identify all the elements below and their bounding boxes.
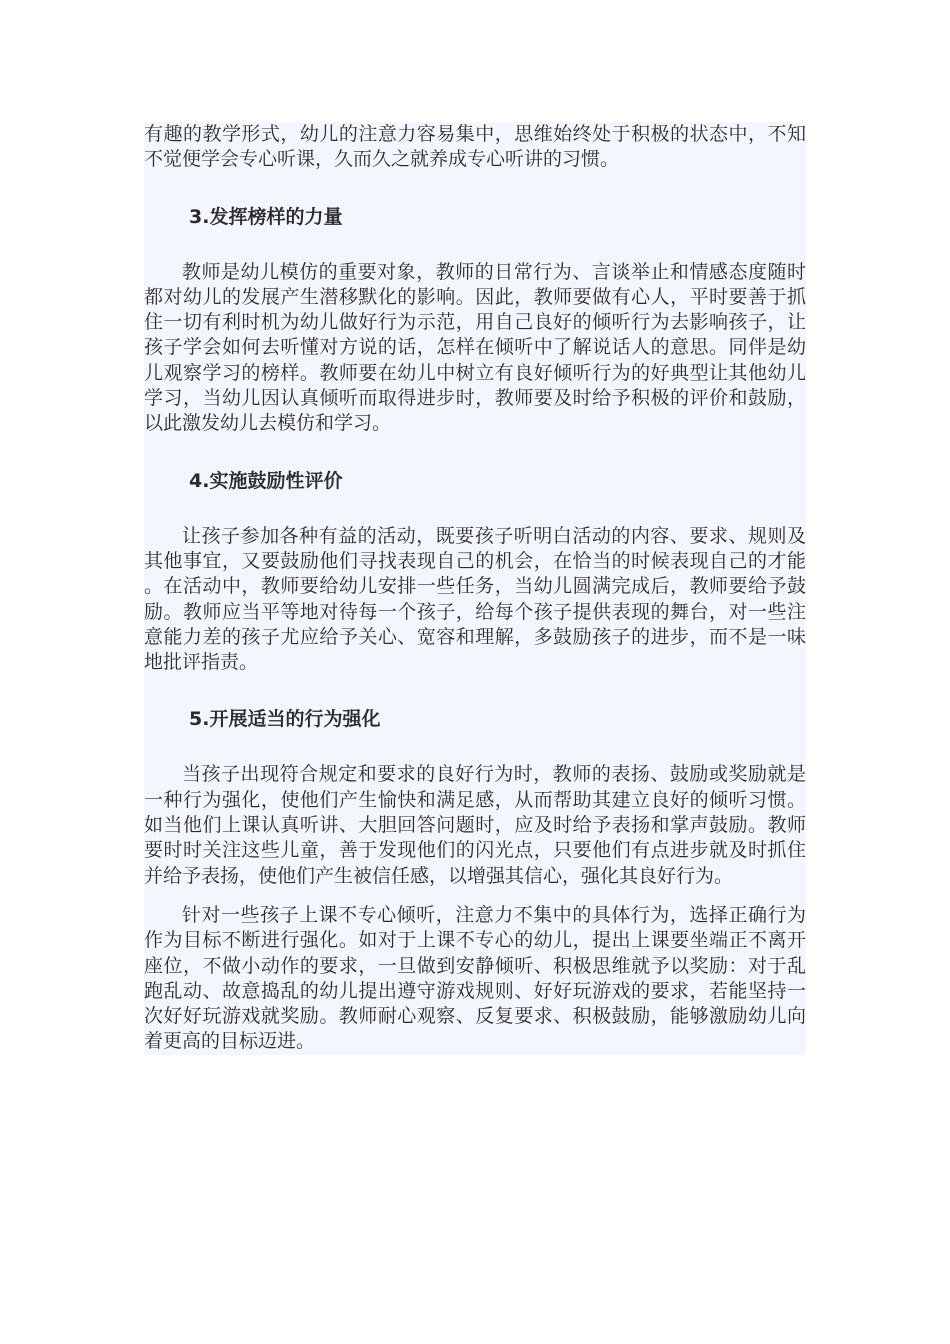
section-heading-5: 5.开展适当的行为强化 [189,708,381,731]
section-5-paragraph-1: 当孩子出现符合规定和要求的良好行为时，教师的表扬、鼓励或奖励就是一种行为强化，使他们产生愉快和满足感，从而帮助其建立良好的倾听习惯。如当他们上课认真听讲、大胆回答问题时，应及时给予表扬和掌声鼓励。教师要时时关注这些儿童，善于发现他们的闪光点，只要他们有点进步就及时抓住并给予表扬，使他们产生被信任感，以增强其信心，强化其良好行为。 [144,763,806,887]
section-3-paragraph: 教师是幼儿模仿的重要对象，教师的日常行为、言谈举止和情感态度随时都对幼儿的发展产生潜移默化的影响。因此，教师要做有心人，平时要善于抓住一切有利时机为幼儿做好行为示范，用自己良好的倾听行为去影响孩子，让孩子学会如何去听懂对方说的话，怎样在倾听中了解说话人的意思。同伴是幼儿观察学习的榜样。教师要在幼儿中树立有良好倾听行为的好典型让其他幼儿学习，当幼儿因认真倾听而取得进步时，教师要及时给予积极的评价和鼓励，以此激发幼儿去模仿和学习。 [144,260,806,435]
section-4-paragraph: 让孩子参加各种有益的活动，既要孩子听明白活动的内容、要求、规则及其他事宜，又要鼓励他们寻找表现自己的机会，在恰当的时候表现自己的才能。在活动中，教师要给幼儿安排一些任务，当幼儿圆满完成后，教师要给予鼓励。教师应当平等地对待每一个孩子，给每个孩子提供表现的舞台，对一些注意能力差的孩子尤应给予关心、宽容和理解，多鼓励孩子的进步，而不是一味地批评指责。 [144,524,806,674]
intro-paragraph: 有趣的教学形式，幼儿的注意力容易集中，思维始终处于积极的状态中，不知不觉便学会专心听课，久而久之就养成专心听讲的习惯。 [144,123,806,171]
section-heading-4: 4.实施鼓励性评价 [189,469,343,492]
document-body [144,122,806,1055]
section-heading-3: 3.发挥榜样的力量 [189,205,343,228]
section-5-paragraph-2: 针对一些孩子上课不专心倾听，注意力不集中的具体行为，选择正确行为作为目标不断进行强化。如对于上课不专心的幼儿，提出上课要坐端正不离开座位，不做小动作的要求，一旦做到安静倾听、积极思维就予以奖励：对于乱跑乱动、故意捣乱的幼儿提出遵守游戏规则、好好玩游戏的要求，若能坚持一次好好玩游戏就奖励。教师耐心观察、反复要求、积极鼓励，能够激励幼儿向着更高的目标迈进。 [144,903,806,1053]
